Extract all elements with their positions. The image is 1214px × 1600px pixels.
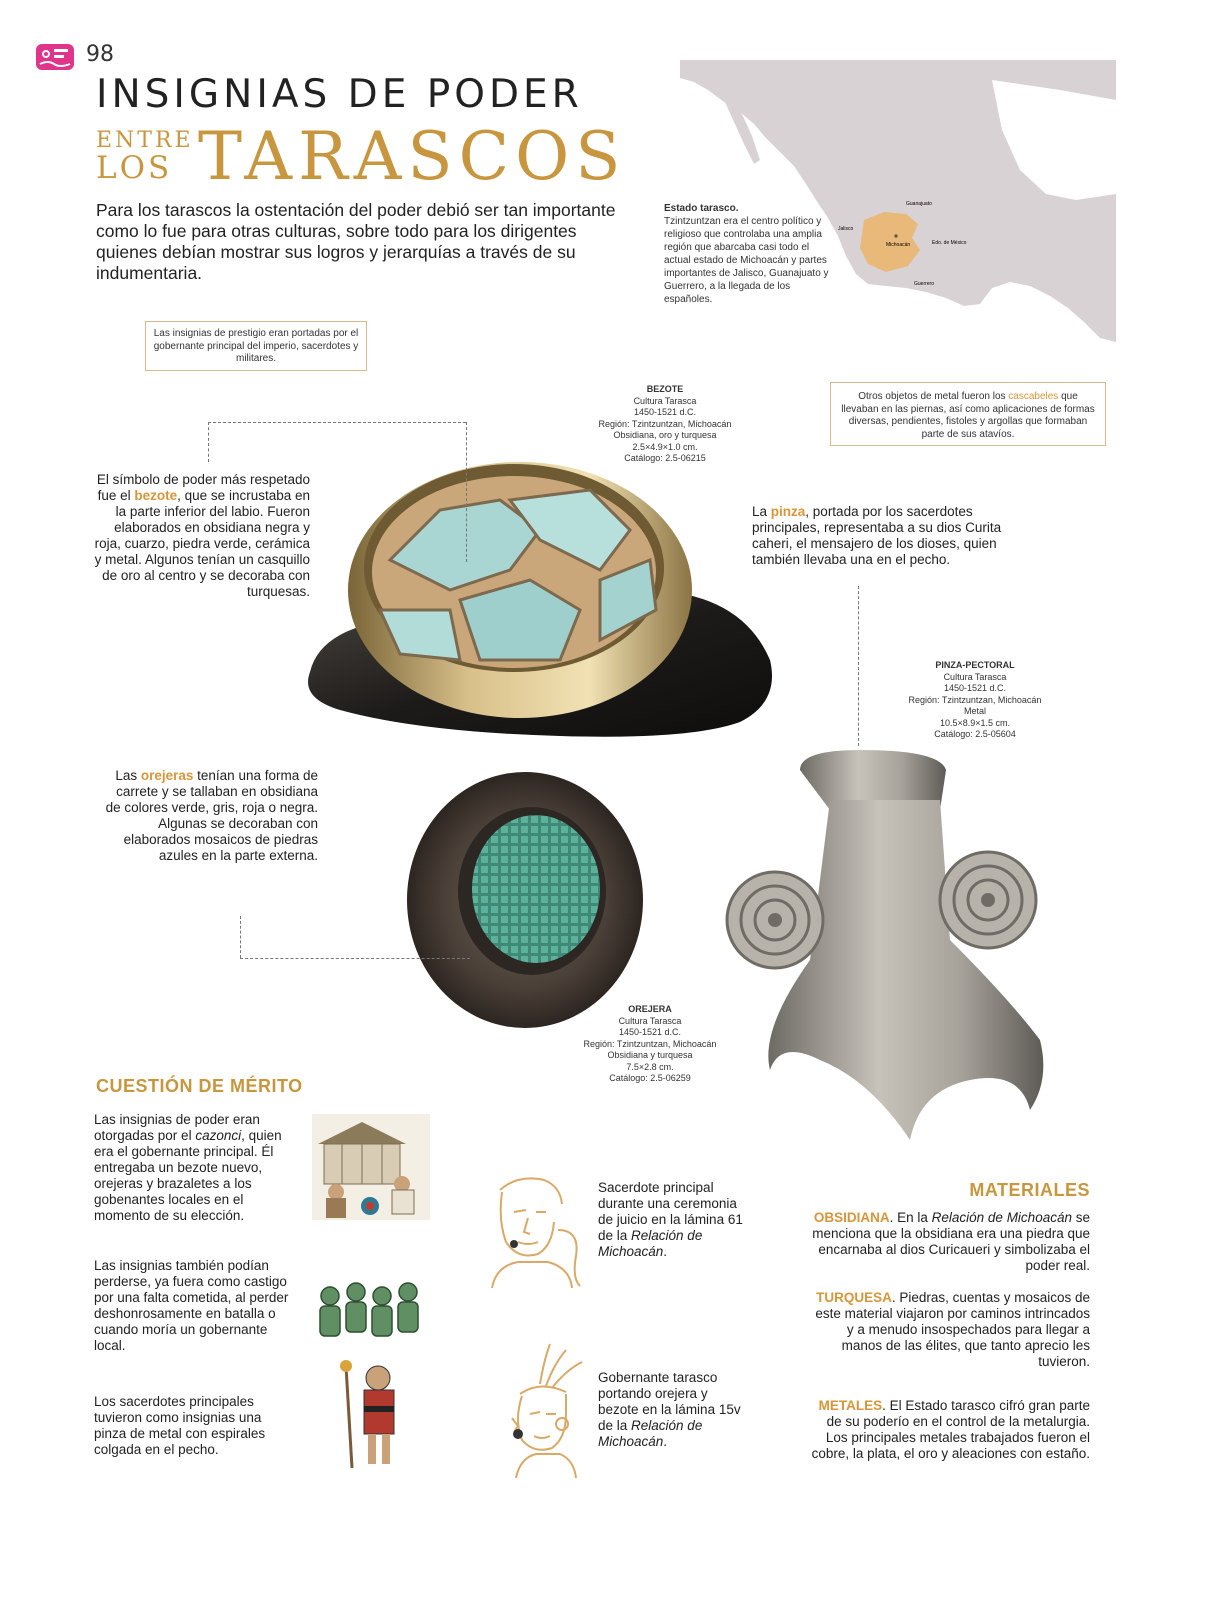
mat-turquesa-post: . Piedras, cuentas y mosaicos de este material viajaron por caminos intrincados y a menudo insospechados para llegar a manos de las élites, que tanto aprecio les tuvieron. bbox=[815, 1290, 1090, 1369]
catalog-line: Catálogo: 2.5-06215 bbox=[624, 453, 706, 463]
c2-pre: Gobernante tarasco portando orejera y bezote en la lámina 15v de la bbox=[598, 1370, 741, 1433]
pinza-pectoral-image bbox=[720, 740, 1050, 1160]
catalog-pinza-title: PINZA-PECTORAL bbox=[935, 660, 1015, 670]
catalog-line: 7.5×2.8 cm. bbox=[626, 1061, 674, 1072]
p-bezote-post: , que se incrustaba en la parte inferior del labio. Fueron elaborados en obsidiana negra y roja, cuarzo, piedra verde, cerámica y metal. Algunos tenían un casquillo de oro al centro y se decoraba con turquesas. bbox=[94, 488, 310, 599]
section-heading-materiales: MATERIALES bbox=[969, 1180, 1090, 1200]
c1-pre: Sacerdote principal durante una ceremonia de juicio en la lámina 61 de la bbox=[598, 1180, 743, 1243]
catalog-line: Cultura Tarasca bbox=[943, 671, 1007, 682]
catalog-line: 1450-1521 d.C. bbox=[943, 683, 1007, 693]
catalog-line: Obsidiana, oro y turquesa bbox=[613, 430, 717, 440]
codex-illustration-warriors bbox=[316, 1278, 426, 1354]
catalog-bezote-title: BEZOTE bbox=[646, 384, 684, 394]
map-caption-body: Tzintzuntzan era el centro político y religioso que controlaba una amplia región que abarcaba casi todo el actual estado de Michoacán y partes importantes de Jalisco, Guanajuato y Guerrero, a la llegada de los españoles. bbox=[664, 216, 829, 305]
catalog-line: Metal bbox=[963, 706, 986, 716]
title-los: LOS bbox=[96, 150, 173, 186]
catalog-line: Obsidiana y turquesa bbox=[607, 1050, 693, 1060]
title-tarascos: TARASCOS bbox=[198, 118, 627, 195]
m1-pre: Las insignias de poder eran otorgadas por el bbox=[94, 1112, 260, 1143]
codex-illustration-ceremony bbox=[312, 1114, 430, 1220]
map-label-michoacan: Michoacán bbox=[886, 242, 911, 248]
note-box-cascabeles bbox=[830, 382, 1106, 446]
material-obsidiana bbox=[808, 1210, 1090, 1274]
paragraph-bezote bbox=[90, 472, 310, 600]
leader-line-pinza bbox=[858, 586, 859, 746]
caption-drawing-2 bbox=[598, 1370, 748, 1450]
page-number: 98 bbox=[86, 42, 114, 67]
c2-post: . bbox=[663, 1434, 668, 1449]
catalog-line: 2.5×4.9×1.0 cm. bbox=[632, 441, 698, 452]
p-pinza-highlight: pinza bbox=[770, 504, 806, 519]
p-orejeras-highlight: orejeras bbox=[140, 768, 194, 783]
catalog-line: Región: Tzintzuntzan, Michoacán bbox=[583, 1038, 717, 1049]
caption-drawing-1 bbox=[598, 1180, 748, 1260]
c1-post: . bbox=[663, 1244, 668, 1259]
line-drawing-ruler-icon bbox=[500, 1340, 586, 1480]
mat-obsidiana-label: OBSIDIANA bbox=[813, 1210, 890, 1225]
catalog-line: Cultura Tarasca bbox=[633, 395, 697, 406]
bezote-image bbox=[300, 440, 780, 760]
mat-obsidiana-italic: Relación de Michoacán bbox=[931, 1210, 1072, 1225]
note-box2-pre: Otros objetos de metal fueron los bbox=[858, 391, 1009, 402]
section-heading-merito: CUESTIÓN DE MÉRITO bbox=[96, 1076, 303, 1096]
paragraph-orejeras bbox=[100, 768, 318, 864]
catalog-pinza bbox=[880, 660, 1070, 741]
orejera-image bbox=[400, 765, 650, 1035]
c2-italic: Relación de Michoacán bbox=[598, 1418, 703, 1449]
catalog-line: Región: Tzintzuntzan, Michoacán bbox=[598, 418, 732, 429]
catalog-line: 1450-1521 d.C. bbox=[618, 1027, 682, 1037]
line-drawing-priest-icon bbox=[488, 1170, 584, 1290]
mat-metales-label: METALES bbox=[818, 1398, 883, 1413]
leader-line-bezote-v1 bbox=[208, 422, 209, 462]
p-bezote-highlight: bezote bbox=[134, 488, 178, 503]
catalog-line: Cultura Tarasca bbox=[618, 1015, 682, 1026]
m1-italic: cazonci bbox=[195, 1128, 242, 1143]
catalog-line: Región: Tzintzuntzan, Michoacán bbox=[908, 694, 1042, 705]
map-tzintzuntzan-dot bbox=[894, 234, 897, 237]
leader-line-orejera-v bbox=[240, 916, 241, 958]
leader-line-bezote-v2 bbox=[466, 422, 467, 562]
catalog-line: 1450-1521 d.C. bbox=[633, 407, 697, 417]
merito-paragraph-1 bbox=[94, 1112, 294, 1224]
merito-paragraph-3: Los sacerdotes principales tuvieron como insignias una pinza de metal con espirales colgada en el pecho. bbox=[94, 1394, 266, 1457]
catalog-line: 10.5×8.9×1.5 cm. bbox=[939, 717, 1011, 728]
material-metales bbox=[808, 1398, 1090, 1462]
map-label-guanajuato: Guanajuato bbox=[906, 201, 932, 207]
mat-turquesa-label: TURQUESA bbox=[816, 1290, 892, 1305]
p-pinza-post: , portada por los sacerdotes principales, representaba a su dios Curita caheri, el mensajero de los dioses, quien también llevaba una en el pecho. bbox=[752, 504, 1002, 567]
m1-post: , quien era el gobernante principal. Él entregaba un bezote nuevo, orejeras y brazaletes a los gobenantes locales en el momento de su elección. bbox=[94, 1128, 282, 1223]
title-entre: ENTRE bbox=[96, 128, 194, 153]
map-caption-title: Estado tarasco. bbox=[664, 203, 739, 214]
codex-illustration-priest bbox=[334, 1356, 410, 1472]
title-line-1: INSIGNIAS DE PODER bbox=[96, 72, 583, 117]
catalog-line: Catálogo: 2.5-06259 bbox=[609, 1073, 691, 1083]
c1-italic: Relación de Michoacán bbox=[598, 1228, 703, 1259]
catalog-line: Catálogo: 2.5-05604 bbox=[934, 729, 1016, 739]
map-label-estado-mexico: Edo. de México bbox=[932, 240, 967, 246]
mat-obsidiana-mid: . En la bbox=[889, 1210, 932, 1225]
p-bezote-pre: El símbolo de poder más respetado fue el bbox=[96, 472, 310, 503]
paragraph-pinza bbox=[752, 504, 1002, 568]
note-box2-post: que llevaban en las piernas, así como aplicaciones de formas diversas, pendientes, fistoles y argollas que formaban parte de sus atavíos. bbox=[841, 391, 1095, 440]
merito-paragraph-2: Las insignias también podían perderse, ya fuera como castigo por una falta cometida, al perder deshonrosamente en batalla o cuando moría un gobernante local. bbox=[94, 1258, 289, 1353]
mat-obsidiana-post: se menciona que la obsidiana era una piedra que encarnaba al dios Curicaueri y simbolizaba el poder real. bbox=[812, 1210, 1090, 1273]
material-turquesa bbox=[808, 1290, 1090, 1370]
map-label-guerrero: Guerrero bbox=[914, 281, 935, 287]
catalog-orejera-title: OREJERA bbox=[628, 1004, 672, 1014]
p-orejeras-post: tenían una forma de carrete y se tallaban en obsidiana de colores verde, gris, roja o negra. Algunas se decoraban con elaborados mosaicos de piedras azules en la parte externa. bbox=[105, 768, 318, 863]
note-box-insignias: Las insignias de prestigio eran portadas por el gobernante principal del imperio, sacerdotes y militares. bbox=[145, 321, 367, 371]
p-orejeras-pre: Las bbox=[115, 768, 141, 783]
leader-line-bezote-h bbox=[208, 422, 466, 423]
p-pinza-pre: La bbox=[752, 504, 771, 519]
glyph-logo-icon bbox=[34, 40, 76, 74]
map-caption bbox=[664, 202, 834, 306]
map-label-jalisco: Jalisco bbox=[838, 226, 854, 232]
leader-line-orejera-h bbox=[240, 958, 470, 959]
note-box2-highlight: cascabeles bbox=[1008, 391, 1059, 402]
intro-paragraph: Para los tarascos la ostentación del poder debió ser tan importante como lo fue para otras culturas, sobre todo para los dirigentes quienes debían mostrar sus logros y jerarquías a través de su indumentaria. bbox=[96, 200, 616, 283]
mat-metales-post: . El Estado tarasco cifró gran parte de su poderío en el control de la metalurgia. Los principales metales trabajados fueron el cobre, la plata, el oro y aleaciones con estaño. bbox=[811, 1398, 1090, 1461]
